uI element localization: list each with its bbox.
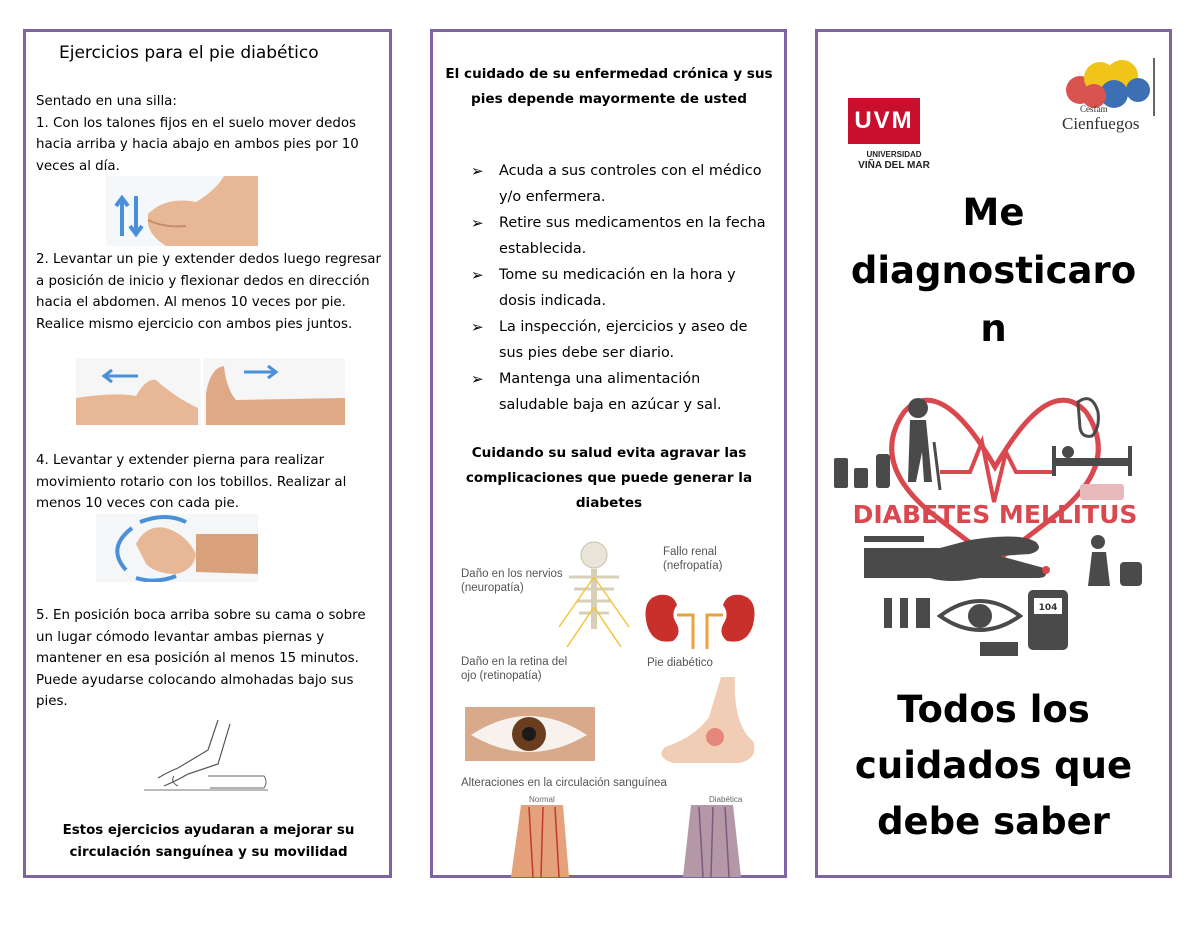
exercises-title: Ejercicios para el pie diabético bbox=[59, 43, 319, 63]
normal-label: Normal bbox=[529, 795, 555, 804]
exercises-panel bbox=[23, 29, 392, 878]
exercise-2-image bbox=[76, 358, 345, 425]
care-item: ➢ Acuda a sus controles con el médico y/o enfermera. bbox=[469, 159, 769, 210]
exercises-intro bbox=[36, 91, 376, 177]
cesfam-logo bbox=[1058, 56, 1158, 144]
complications-heading: Cuidando su salud evita agravar las complicaciones que puede generar la diabetes bbox=[465, 445, 753, 511]
uvm-letters: UVM bbox=[848, 98, 920, 144]
circulation-label: Alteraciones en la circulación sanguínea bbox=[461, 777, 667, 789]
diabetes-banner: DIABETES MELLITUS bbox=[852, 500, 1138, 529]
foot-label: Pie diabético bbox=[647, 657, 713, 669]
eye-icon bbox=[465, 707, 595, 761]
arrow-bullet-icon: ➢ bbox=[471, 318, 484, 336]
diabetic-label: Diabética bbox=[709, 795, 743, 804]
exercises-closing: Estos ejercicios ayudaran a mejorar su circulación sanguínea y su movilidad bbox=[62, 823, 355, 860]
medicine-icons bbox=[834, 454, 890, 488]
retina-label: Daño en la retina del ojo (retinopatía) bbox=[461, 656, 568, 682]
arrow-bullet-icon: ➢ bbox=[471, 370, 484, 388]
complications-infographic bbox=[459, 537, 773, 877]
cover-panel bbox=[815, 29, 1172, 878]
keyboard-icon bbox=[980, 642, 1018, 656]
nerve-label: Daño en los nervios (neuropatía) bbox=[461, 568, 563, 594]
exercise-5-image bbox=[138, 720, 268, 800]
cesfam-name: Cienfuegos bbox=[1062, 114, 1140, 133]
intro-text: Sentado en una silla: bbox=[36, 94, 177, 109]
elderly-person-icon bbox=[908, 398, 940, 490]
cesfam-top: Cesfam bbox=[1080, 104, 1108, 114]
care-item: ➢ La inspección, ejercicios y aseo de sus pies debe ser diario. bbox=[469, 315, 769, 366]
kidneys-icon bbox=[646, 595, 755, 649]
exercise-4-image bbox=[96, 514, 258, 582]
glucose-meter-icon bbox=[1028, 590, 1068, 650]
heartbeat-icon bbox=[940, 442, 1052, 502]
care-item: ➢ Mantenga una alimentación saludable baja en azúcar y sal. bbox=[469, 367, 769, 418]
uvm-logo bbox=[848, 98, 928, 178]
hand-syringe-icon bbox=[864, 536, 1050, 581]
kidney-label: Fallo renal (nefropatía) bbox=[663, 546, 723, 572]
exercise-1-image bbox=[106, 176, 258, 246]
eye-icon bbox=[940, 601, 1020, 630]
cover-subtitle: Todos los cuidados que debe saber bbox=[854, 688, 1133, 843]
arrow-bullet-icon: ➢ bbox=[471, 266, 484, 284]
care-item: ➢ Retire sus medicamentos en la fecha establecida. bbox=[469, 211, 769, 262]
arrow-bullet-icon: ➢ bbox=[471, 162, 484, 180]
circulation-legs-icon bbox=[511, 805, 741, 877]
diabetic-foot-icon bbox=[661, 677, 754, 763]
exercise-2-text: 2. Levantar un pie y extender dedos luego regresar a posición de inicio y flexionar dedos en dirección hacia el abdomen. Al menos 10 veces por pie. Realice mismo ejercicio con ambos pies juntos. bbox=[36, 252, 382, 332]
glucose-meter-value: 104 bbox=[1038, 603, 1058, 613]
care-heading: El cuidado de su enfermedad crónica y sus pies depende mayormente de usted bbox=[445, 66, 773, 107]
exercise-5-text: 5. En posición boca arriba sobre su cama o sobre un lugar cómodo levantar ambas piernas y mantener en esa posición al menos 15 minutos. Puede ayudarse colocando almohadas bajo sus pies. bbox=[36, 608, 366, 709]
pill-pack-icon bbox=[1080, 484, 1124, 500]
small-people-icons bbox=[884, 598, 930, 628]
uvm-sub1: UNIVERSIDAD bbox=[866, 150, 922, 159]
care-list bbox=[469, 159, 769, 419]
uvm-sub2: VIÑA DEL MAR bbox=[858, 160, 930, 171]
exercise-1-text: 1. Con los talones fijos en el suelo mover dedos hacia arriba y hacia abajo en ambos pies por 10 veces al día. bbox=[36, 115, 359, 174]
diabetes-illustration bbox=[830, 372, 1160, 662]
care-panel bbox=[430, 29, 787, 878]
exercise-4-text: 4. Levantar y extender pierna para realizar movimiento rotario con los tobillos. Realizar al menos 10 veces con cada pie. bbox=[36, 453, 347, 511]
patient-toilet-icon bbox=[1088, 535, 1142, 586]
cover-title: Me diagnosticaro n bbox=[850, 191, 1137, 350]
cesfam-clouds-icon bbox=[1058, 56, 1158, 116]
care-item: ➢ Tome su medicación en la hora y dosis indicada. bbox=[469, 263, 769, 314]
arrow-bullet-icon: ➢ bbox=[471, 214, 484, 232]
